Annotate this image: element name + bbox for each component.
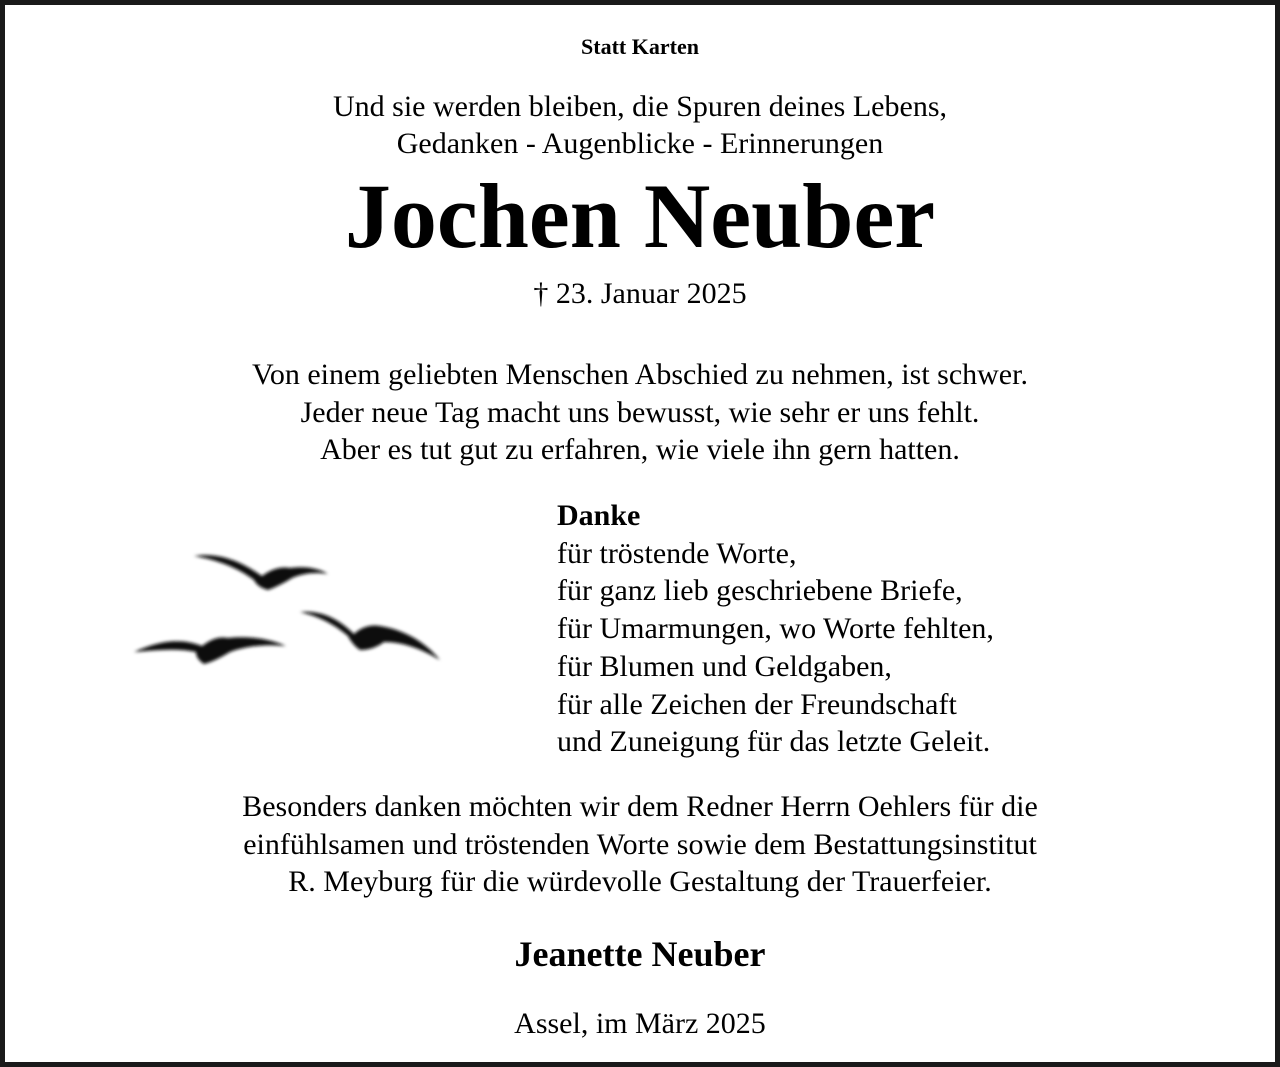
farewell-text — [0, 356, 1280, 469]
bird-icon — [134, 637, 286, 664]
quote-line-2: Gedanken - Augenblicke - Erinnerungen — [396, 127, 884, 160]
memorial-quote — [0, 88, 1280, 162]
signature-name: Jeanette Neuber — [514, 934, 766, 974]
thanks-item: für Umarmungen, wo Worte fehlten, — [557, 612, 994, 646]
place-and-date: Assel, im März 2025 — [514, 1007, 766, 1040]
special-thanks-line-3: R. Meyburg für die würdevolle Gestaltung der Trauerfeier. — [288, 865, 992, 898]
thanks-item: für ganz lieb geschriebene Briefe, — [557, 574, 963, 608]
thanks-item: für Blumen und Geldgaben, — [557, 649, 892, 683]
quote-line-1: Und sie werden bleiben, die Spuren deines Lebens, — [333, 90, 947, 123]
farewell-line-2: Jeder neue Tag macht uns bewusst, wie sehr er uns fehlt. — [300, 395, 980, 429]
death-date: † 23. Januar 2025 — [533, 277, 747, 310]
thanks-title: Danke — [557, 499, 641, 532]
farewell-line-1: Von einem geliebten Menschen Abschied zu nehmen, ist schwer. — [252, 358, 1028, 391]
bird-icon — [300, 612, 440, 660]
deceased-name: Jochen Neuber — [344, 165, 936, 267]
farewell-line-3: Aber es tut gut zu erfahren, wie viele ihn gern hatten. — [320, 433, 960, 466]
special-thanks-text — [0, 788, 1280, 901]
thanks-item: für alle Zeichen der Freundschaft — [557, 687, 957, 721]
bird-icon — [194, 555, 328, 590]
thanks-item: und Zuneigung für das letzte Geleit. — [557, 725, 991, 759]
special-thanks-line-1: Besonders danken möchten wir dem Redner Herrn Oehlers für die — [242, 790, 1038, 823]
statt-karten-heading: Statt Karten — [581, 34, 699, 59]
flying-birds-icon — [120, 510, 460, 680]
thanks-item: für tröstende Worte, — [557, 536, 797, 570]
special-thanks-line-2: einfühlsamen und tröstenden Worte sowie dem Bestattungsinstitut — [243, 827, 1037, 861]
thanks-list — [557, 497, 994, 761]
